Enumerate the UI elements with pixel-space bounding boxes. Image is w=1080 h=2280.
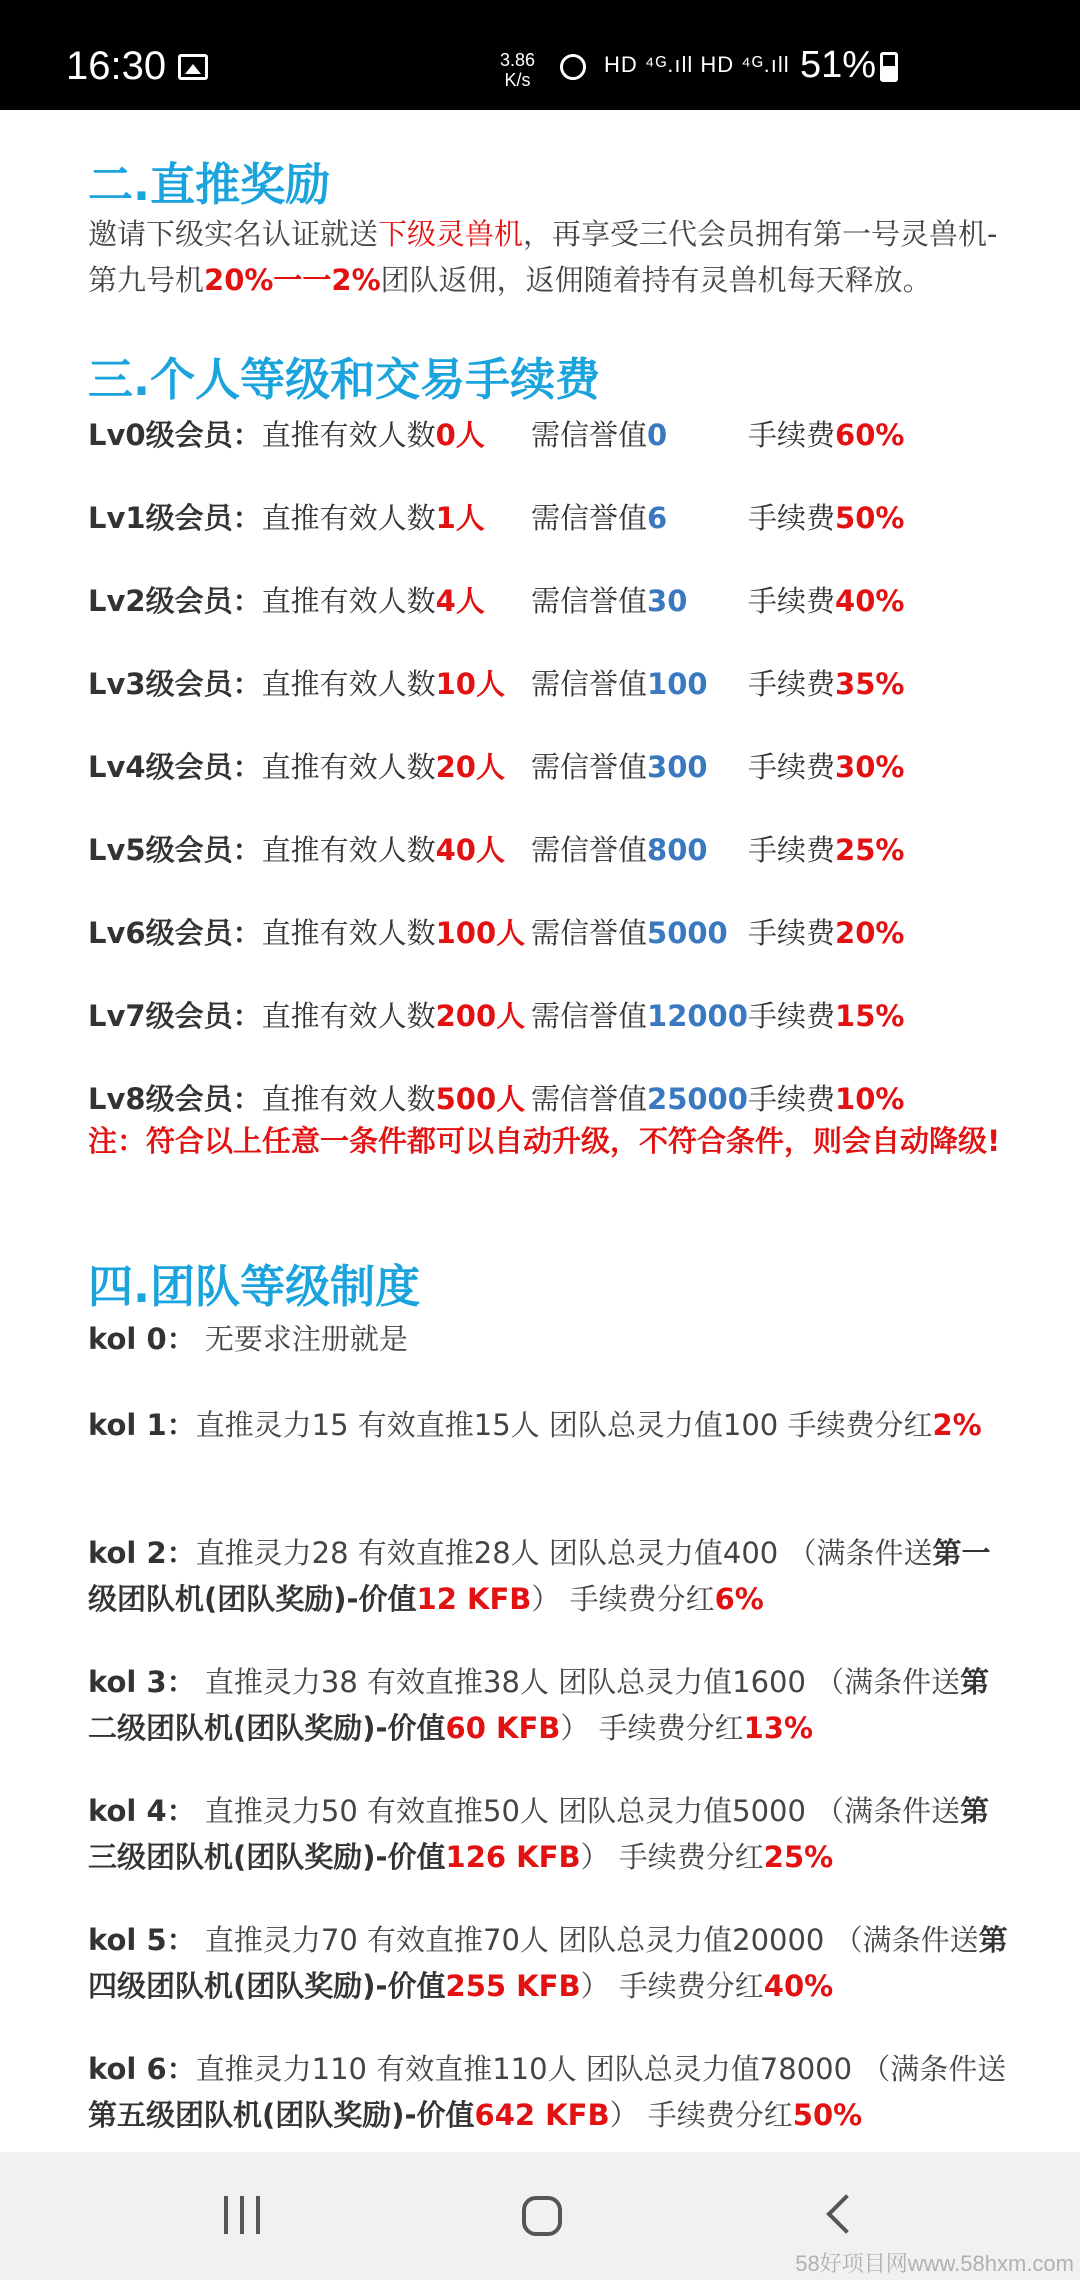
credit-requirement (531, 1077, 748, 1118)
kol-row (88, 1788, 1008, 1880)
kol-machine: 第一级团队机(团队奖励)-价值 (88, 1536, 991, 1616)
fee-value: 40% (835, 584, 905, 618)
level-label: Lv8 (88, 1082, 146, 1116)
credit-label: 需信誉值 (531, 750, 648, 784)
kol-after: ） 手续费分红 (609, 2098, 793, 2132)
people-value: 100人 (435, 916, 526, 950)
fee (748, 1077, 904, 1118)
credit-requirement (531, 662, 708, 703)
people-value: 10人 (435, 667, 505, 701)
navigation-bar (0, 2152, 1080, 2280)
kol-row (88, 1659, 1008, 1751)
section-2-text (88, 211, 1008, 303)
member-label: 级会员： (145, 916, 262, 950)
member-label: 级会员： (145, 1082, 262, 1116)
member-label: 级会员： (145, 418, 262, 452)
credit-value: 12000 (647, 999, 748, 1033)
kol-text: 直推灵力38 有效直推38人 团队总灵力值1600 （满条件送 (195, 1665, 961, 1699)
credit-label: 需信誉值 (531, 1082, 648, 1116)
fee-label: 手续费 (748, 1082, 836, 1116)
kol-label: kol 1： (88, 1408, 196, 1442)
people-label: 直推有效人数 (261, 667, 436, 701)
status-bar (0, 0, 1080, 110)
fee-value: 35% (835, 667, 905, 701)
credit-requirement (531, 994, 748, 1035)
people-value: 4人 (435, 584, 485, 618)
people-label: 直推有效人数 (261, 750, 436, 784)
people-value: 1人 (435, 501, 485, 535)
people-label: 直推有效人数 (261, 418, 436, 452)
network-speed (500, 50, 535, 90)
member-label: 级会员： (145, 833, 262, 867)
kol-label: kol 6： (88, 2052, 196, 2086)
credit-requirement (531, 413, 667, 454)
kol-row (88, 2046, 1008, 2138)
member-label: 级会员： (145, 999, 262, 1033)
credit-label: 需信誉值 (531, 999, 648, 1033)
kol-after: ） 手续费分红 (580, 1840, 764, 1874)
member-label: 级会员： (145, 667, 262, 701)
level-requirement (88, 662, 505, 703)
people-label: 直推有效人数 (261, 916, 436, 950)
kol-machine: 第二级团队机(团队奖励)-价值 (88, 1665, 990, 1745)
level-note: 注：符合以上任意一条件都可以自动升级，不符合条件，则会自动降级! (88, 1124, 1001, 1158)
kol-after: ） 手续费分红 (580, 1969, 764, 2003)
level-requirement (88, 828, 505, 869)
fee-value: 25% (835, 833, 905, 867)
kol-pct: 50% (792, 2098, 863, 2132)
section-2-text-c: 团队返佣，返佣随着持有灵兽机每天释放。 (380, 263, 932, 297)
kol-value: 255 KFB (445, 1969, 581, 2003)
credit-value: 0 (647, 418, 668, 452)
credit-label: 需信誉值 (531, 667, 648, 701)
watermark: 58好项目网www.58hxm.com (795, 2251, 1074, 2276)
fee-label: 手续费 (748, 833, 836, 867)
section-4-title: 四.团队等级制度 (88, 1260, 421, 1313)
kol-text: 直推灵力15 有效直推15人 团队总灵力值100 手续费分红 (195, 1408, 933, 1442)
people-label: 直推有效人数 (261, 833, 436, 867)
people-label: 直推有效人数 (261, 999, 436, 1033)
credit-requirement (531, 745, 708, 786)
status-time: 16:30 (66, 44, 167, 88)
signal-indicators: HD ⁴ᴳ.ıll HD ⁴ᴳ.ıll (604, 52, 790, 77)
fee-value: 20% (835, 916, 905, 950)
kol-1-row (88, 1402, 1008, 1448)
kol-row (88, 1530, 1008, 1622)
credit-value: 25000 (647, 1082, 748, 1116)
level-requirement (88, 745, 505, 786)
kol-value: 642 KFB (474, 2098, 610, 2132)
kol-value: 12 KFB (416, 1582, 532, 1616)
kol-label: kol 0： (88, 1322, 196, 1356)
recent-apps-button[interactable] (222, 2196, 262, 2236)
credit-label: 需信誉值 (531, 418, 648, 452)
level-requirement (88, 911, 525, 952)
kol-value: 126 KFB (445, 1840, 581, 1874)
fee (748, 413, 904, 454)
fee-value: 60% (835, 418, 905, 452)
kol-after: ） 手续费分红 (531, 1582, 715, 1616)
back-button[interactable] (826, 2194, 866, 2234)
kol-text: 直推灵力70 有效直推70人 团队总灵力值20000 （满条件送 (195, 1923, 979, 1957)
kol-text: 直推灵力50 有效直推50人 团队总灵力值5000 （满条件送 (195, 1794, 961, 1828)
people-label: 直推有效人数 (261, 584, 436, 618)
people-value: 0人 (435, 418, 485, 452)
section-2-title: 二.直推奖励 (88, 158, 331, 211)
fee-value: 30% (835, 750, 905, 784)
level-label: Lv5 (88, 833, 146, 867)
kol-value: 60 KFB (445, 1711, 561, 1745)
people-value: 20人 (435, 750, 505, 784)
credit-label: 需信誉值 (531, 584, 648, 618)
credit-label: 需信誉值 (531, 916, 648, 950)
fee-value: 50% (835, 501, 905, 535)
section-2-text-a: 邀请下级实名认证就送 (88, 217, 379, 251)
kol-text: 直推灵力110 有效直推110人 团队总灵力值78000 （满条件送 (195, 2052, 1007, 2086)
kol-label: kol 4： (88, 1794, 196, 1828)
credit-label: 需信誉值 (531, 501, 648, 535)
kol-text: 直推灵力28 有效直推28人 团队总灵力值400 （满条件送 (195, 1536, 933, 1570)
people-label: 直推有效人数 (261, 501, 436, 535)
level-label: Lv0 (88, 418, 146, 452)
level-requirement (88, 1077, 525, 1118)
credit-value: 5000 (647, 916, 728, 950)
kol-machine: 第五级团队机(团队奖励)-价值 (88, 2098, 475, 2132)
alarm-icon (560, 54, 586, 80)
kol-pct: 40% (763, 1969, 834, 2003)
level-label: Lv4 (88, 750, 146, 784)
kol-pct: 13% (743, 1711, 814, 1745)
fee (748, 994, 904, 1035)
kol-pct: 25% (763, 1840, 834, 1874)
kol-text: 无要求注册就是 (195, 1322, 408, 1356)
kol-label: kol 3： (88, 1665, 196, 1699)
credit-value: 6 (647, 501, 668, 535)
fee-label: 手续费 (748, 750, 836, 784)
battery-icon (880, 52, 898, 82)
credit-requirement (531, 579, 687, 620)
kol-machine: 第四级团队机(团队奖励)-价值 (88, 1923, 1008, 2003)
people-label: 直推有效人数 (261, 1082, 436, 1116)
network-speed-value: 3.86 (500, 50, 536, 70)
kol-after: ） 手续费分红 (560, 1711, 744, 1745)
kol-label: kol 5： (88, 1923, 196, 1957)
home-button[interactable] (522, 2196, 562, 2236)
level-requirement (88, 413, 485, 454)
credit-requirement (531, 496, 667, 537)
credit-value: 800 (647, 833, 708, 867)
kol-0-row (88, 1316, 1008, 1362)
kol-label: kol 2： (88, 1536, 196, 1570)
level-requirement (88, 496, 485, 537)
fee (748, 579, 904, 620)
kol-pct: 6% (714, 1582, 764, 1616)
level-label: Lv7 (88, 999, 146, 1033)
battery-percent: 51% (800, 44, 877, 86)
people-value: 40人 (435, 833, 505, 867)
member-label: 级会员： (145, 750, 262, 784)
level-label: Lv6 (88, 916, 146, 950)
fee-label: 手续费 (748, 999, 836, 1033)
fee-value: 15% (835, 999, 905, 1033)
level-label: Lv2 (88, 584, 146, 618)
fee (748, 745, 904, 786)
kol-machine: 第三级团队机(团队奖励)-价值 (88, 1794, 990, 1874)
credit-value: 30 (647, 584, 688, 618)
section-2-highlight-machine: 下级灵兽机 (378, 217, 524, 251)
fee-label: 手续费 (748, 667, 836, 701)
fee (748, 828, 904, 869)
kol-row (88, 1917, 1008, 2009)
fee-label: 手续费 (748, 418, 836, 452)
credit-requirement (531, 828, 708, 869)
level-label: Lv3 (88, 667, 146, 701)
section-2-text-b: ，再享受三代会员拥有第一号灵兽机-第九号机 (88, 217, 998, 297)
credit-requirement (531, 911, 728, 952)
fee (748, 911, 904, 952)
fee-label: 手续费 (748, 584, 836, 618)
credit-value: 300 (647, 750, 708, 784)
section-2-highlight-percent: 20%一一2% (204, 263, 381, 297)
fee (748, 662, 904, 703)
level-label: Lv1 (88, 501, 146, 535)
fee-value: 10% (835, 1082, 905, 1116)
level-requirement (88, 994, 525, 1035)
fee-label: 手续费 (748, 501, 836, 535)
people-value: 500人 (435, 1082, 526, 1116)
gallery-notification-icon (178, 54, 208, 80)
fee (748, 496, 904, 537)
network-speed-unit: K/s (504, 70, 531, 90)
member-label: 级会员： (145, 584, 262, 618)
fee-label: 手续费 (748, 916, 836, 950)
level-requirement (88, 579, 485, 620)
credit-label: 需信誉值 (531, 833, 648, 867)
section-3-title: 三.个人等级和交易手续费 (88, 353, 601, 406)
people-value: 200人 (435, 999, 526, 1033)
kol-pct: 2% (932, 1408, 982, 1442)
credit-value: 100 (647, 667, 708, 701)
member-label: 级会员： (145, 501, 262, 535)
